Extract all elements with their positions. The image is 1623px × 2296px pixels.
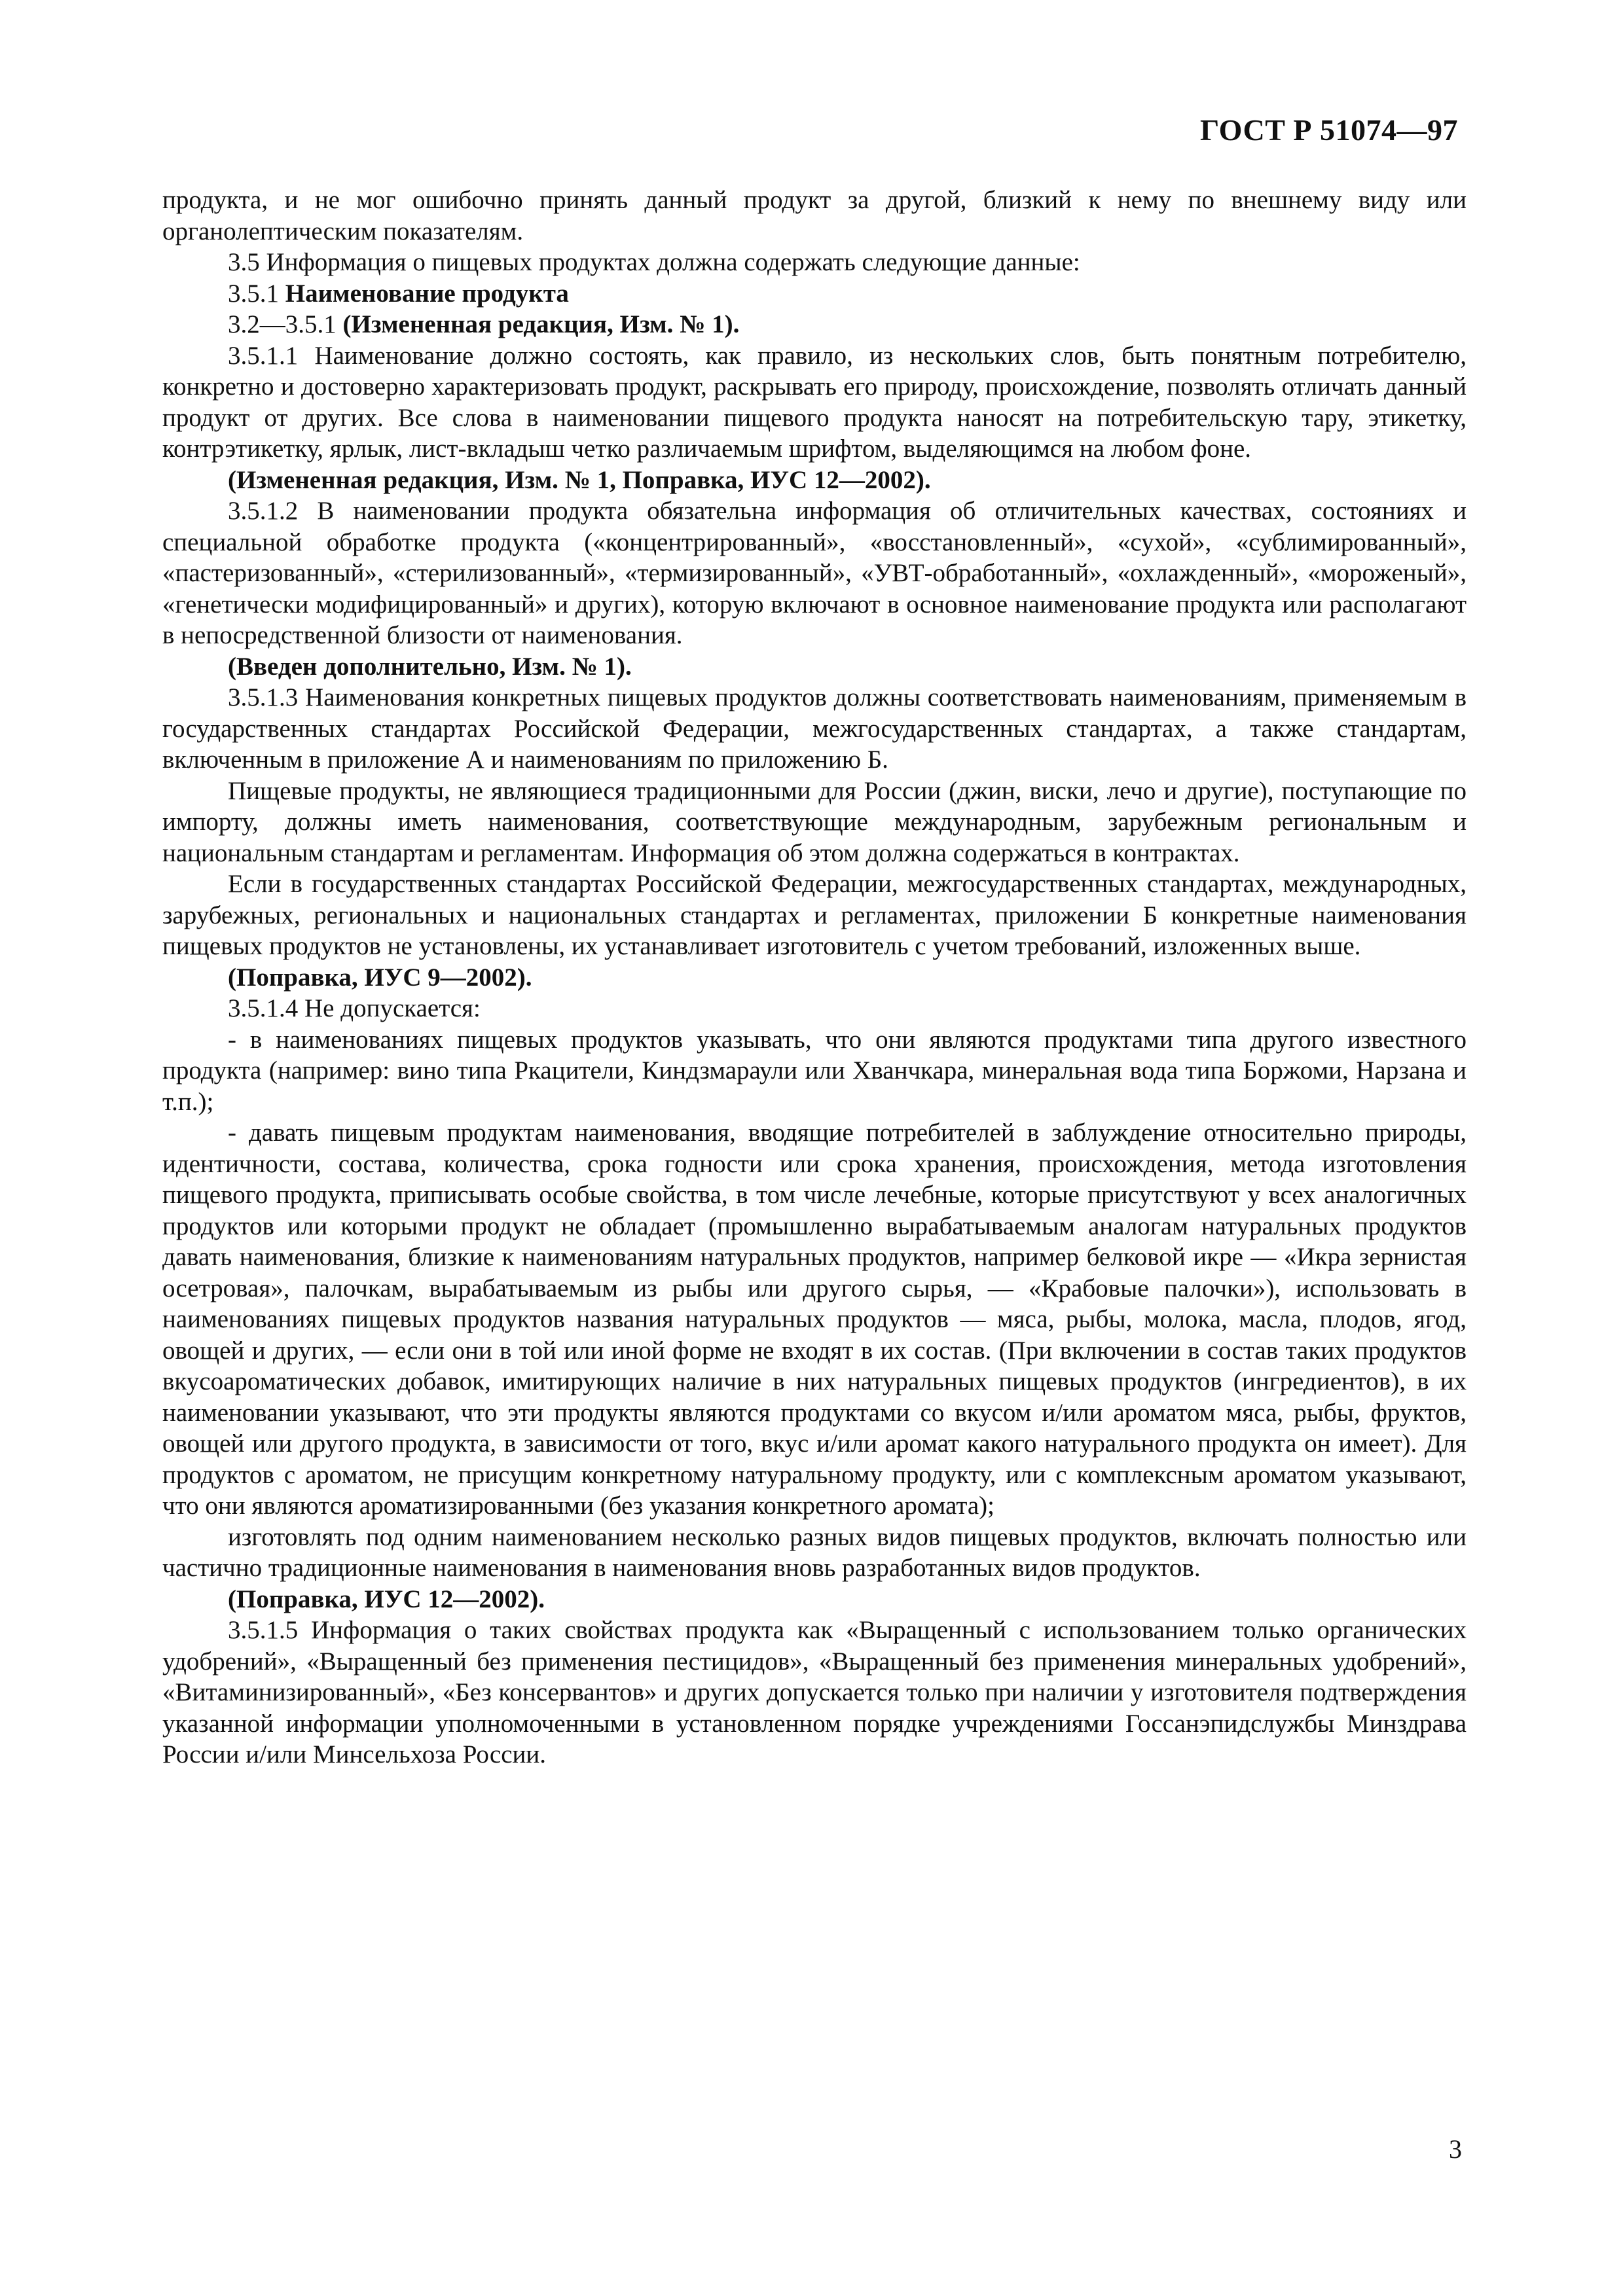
paragraph-p10 bbox=[162, 776, 1467, 869]
document-body bbox=[162, 185, 1467, 1770]
bold-note: (Поправка, ИУС 12—2002). bbox=[228, 1585, 545, 1613]
text-run: изготовлять под одним наименованием несколько разных видов пищевых продуктов, включать полностью или частично традиционные наименования в наименования вновь разработанных видов продуктов. bbox=[162, 1522, 1467, 1582]
bold-note: (Измененная редакция, Изм. № 1, Поправка, ИУС 12—2002). bbox=[228, 465, 931, 494]
text-run: 3.2—3.5.1 bbox=[228, 310, 343, 338]
paragraph-p17 bbox=[162, 1584, 1467, 1615]
paragraph-p2 bbox=[162, 247, 1467, 278]
paragraph-p13 bbox=[162, 993, 1467, 1024]
paragraph-p6 bbox=[162, 465, 1467, 496]
paragraph-p18 bbox=[162, 1615, 1467, 1770]
text-run: Если в государственных стандартах Российской Федерации, межгосударственных стандартах, международных, зарубежных, региональных и национальных стандартах и регламентах, приложении Б конкретные наименования пищевых продуктов не установлены, их устанавливает изготовитель с учетом требований, изложенных выше. bbox=[162, 870, 1467, 960]
text-run: - давать пищевым продуктам наименования, вводящие потребителей в заблуждение относительно природы, идентичности, состава, количества, срока годности или срока хранения, происхождения, метода изготовления пищевого продукта, приписывать особые свойства, в том числе лечебные, которые присутствуют у всех аналогичных продуктов или которыми продукт не обладает (промышленно вырабатываемым аналогам натуральных продуктов давать наименования, близкие к наименованиям натуральных продуктов, например белковой икре — «Икра зернистая осетровая», палочкам, вырабатываемым из рыбы или другого сырья, — «Крабовые палочки»), использовать в наименованиях пищевых продуктов названия натуральных продуктов — мяса, рыбы, молока, масла, плодов, ягод, овощей и других, — если они в той или иной форме не входят в их состав. (При включении в состав таких продуктов вкусоароматических добавок, имитирующих наличие в них натуральных пищевых продуктов (ингредиентов), в их наименовании указывают, что эти продукты являются продуктами со вкусом и/или ароматом мяса, рыбы, фруктов, овощей или другого продукта, в зависимости от того, вкус и/или аромат какого натурального продукта он имеет). Для продуктов с ароматом, не присущим конкретному натуральному продукту, или с комплексным ароматом указывают, что они являются ароматизированными (без указания конкретного аромата); bbox=[162, 1119, 1467, 1520]
text-run: 3.5.1.4 Не допускается: bbox=[228, 994, 481, 1022]
text-run: 3.5.1.1 Наименование должно состоять, как правило, из нескольких слов, быть понятным потребителю, конкретно и достоверно характеризовать продукт, раскрывать его природу, происхождение, позволять отличать данный продукт от других. Все слова в наименовании пищевого продукта наносят на потребительскую тару, этикетку, контрэтикетку, ярлык, лист-вкладыш четко различаемым шрифтом, выделяющимся на любом фоне. bbox=[162, 341, 1467, 463]
text-run: 3.5.1.5 Информация о таких свойствах продукта как «Выращенный с использованием только органических удобрений», «Выращенный без применения пестицидов», «Выращенный без применения минеральных удобрений», «Витаминизированный», «Без консервантов» и других допускается только при наличии у изготовителя подтверждения указанной информации уполномоченными в установленном порядке учреждениями Госсанэпидслужбы Минздрава России и/или Минсельхоза России. bbox=[162, 1616, 1467, 1768]
paragraph-p9 bbox=[162, 682, 1467, 776]
paragraph-p16 bbox=[162, 1522, 1467, 1584]
bold-note: (Измененная редакция, Изм. № 1). bbox=[342, 310, 740, 338]
text-run: 3.5.1.3 Наименования конкретных пищевых продуктов должны соответствовать наименованиям, применяемым в государственных стандартах Российской Федерации, межгосударственных стандартах, а также стандартам, включенным в приложение А и наименованиям по приложению Б. bbox=[162, 683, 1467, 774]
document-header: ГОСТ Р 51074—97 bbox=[1200, 113, 1458, 147]
text-run: 3.5 Информация о пищевых продуктах должна содержать следующие данные: bbox=[228, 248, 1080, 276]
bold-note: (Введен дополнительно, Изм. № 1). bbox=[228, 652, 632, 681]
paragraph-p14 bbox=[162, 1024, 1467, 1118]
text-run: Пищевые продукты, не являющиеся традиционными для России (джин, виски, лечо и другие), поступающие по импорту, должны иметь наименования, соответствующие международным, зарубежным региональным и национальным стандартам и регламентам. Информация об этом должна содержаться в контрактах. bbox=[162, 776, 1467, 867]
paragraph-p3 bbox=[162, 278, 1467, 310]
paragraph-p7 bbox=[162, 495, 1467, 651]
paragraph-p12 bbox=[162, 962, 1467, 994]
paragraph-p15 bbox=[162, 1117, 1467, 1522]
bold-note: Наименование продукта bbox=[285, 279, 569, 308]
text-run: 3.5.1.2 В наименовании продукта обязательна информация об отличительных качествах, состояниях и специальной обработке продукта («концентрированный», «восстановленный», «сухой», «сублимированный», «пастеризованный», «стерилизованный», «термизированный», «УВТ-обработанный», «охлажденный», «мороженый», «генетически модифицированный» и других), которую включают в основное наименование продукта или располагают в непосредственной близости от наименования. bbox=[162, 497, 1467, 649]
text-run: 3.5.1 bbox=[228, 279, 285, 308]
bold-note: (Поправка, ИУС 9—2002). bbox=[228, 963, 532, 992]
paragraph-p11 bbox=[162, 869, 1467, 962]
paragraph-p4 bbox=[162, 309, 1467, 340]
page-number: 3 bbox=[1449, 2134, 1462, 2164]
paragraph-p5 bbox=[162, 340, 1467, 465]
paragraph-p8 bbox=[162, 651, 1467, 683]
paragraph-p1 bbox=[162, 185, 1467, 247]
text-run: продукта, и не мог ошибочно принять данный продукт за другой, близкий к нему по внешнему виду или органолептическим показателям. bbox=[162, 186, 1467, 245]
text-run: - в наименованиях пищевых продуктов указывать, что они являются продуктами типа другого известного продукта (например: вино типа Ркацители, Киндзмараули или Хванчкара, минеральная вода типа Боржоми, Нарзана и т.п.); bbox=[162, 1025, 1467, 1116]
